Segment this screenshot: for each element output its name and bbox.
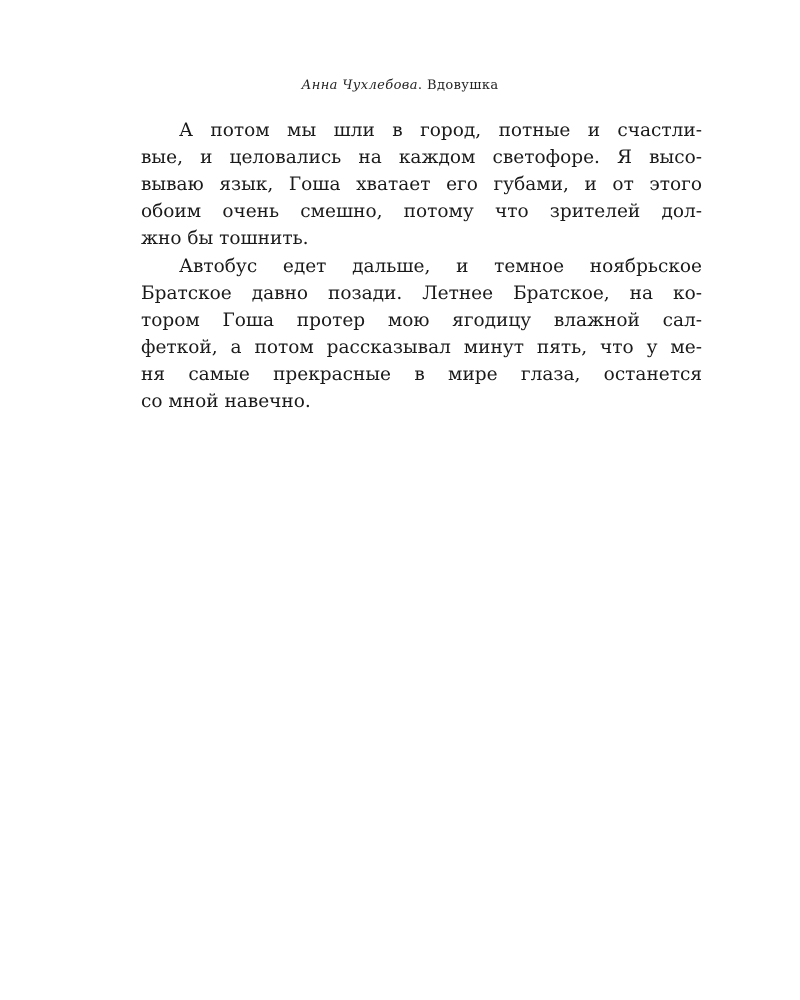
paragraph-1 <box>141 117 702 252</box>
body-text <box>141 117 702 415</box>
text-line: тором Гоша протер мою ягодицу влажной сал- <box>141 310 702 331</box>
text-line: Автобус едет дальше, и темное ноябрьское <box>179 256 702 277</box>
text-line: со мной навечно. <box>141 391 311 412</box>
text-line: вываю язык, Гоша хватает его губами, и от этого <box>141 174 702 195</box>
text-line: вые, и целовались на каждом светофоре. Я высо- <box>141 147 702 168</box>
paragraph-2 <box>141 253 702 415</box>
header-author: Анна Чухлебова <box>301 78 418 93</box>
text-line: ня самые прекрасные в мире глаза, останется <box>141 364 702 385</box>
header-separator: . <box>417 78 427 93</box>
text-line: феткой, а потом рассказывал минут пять, что у ме- <box>141 337 702 358</box>
text-line: А потом мы шли в город, потные и счастли- <box>179 120 702 141</box>
text-line: обоим очень смешно, потому что зрителей дол- <box>141 201 702 222</box>
text-line: жно бы тошнить. <box>141 228 309 249</box>
header-book-title: Вдовушка <box>427 78 499 93</box>
running-header <box>0 78 800 93</box>
text-line: Братское давно позади. Летнее Братское, на ко- <box>141 283 702 304</box>
